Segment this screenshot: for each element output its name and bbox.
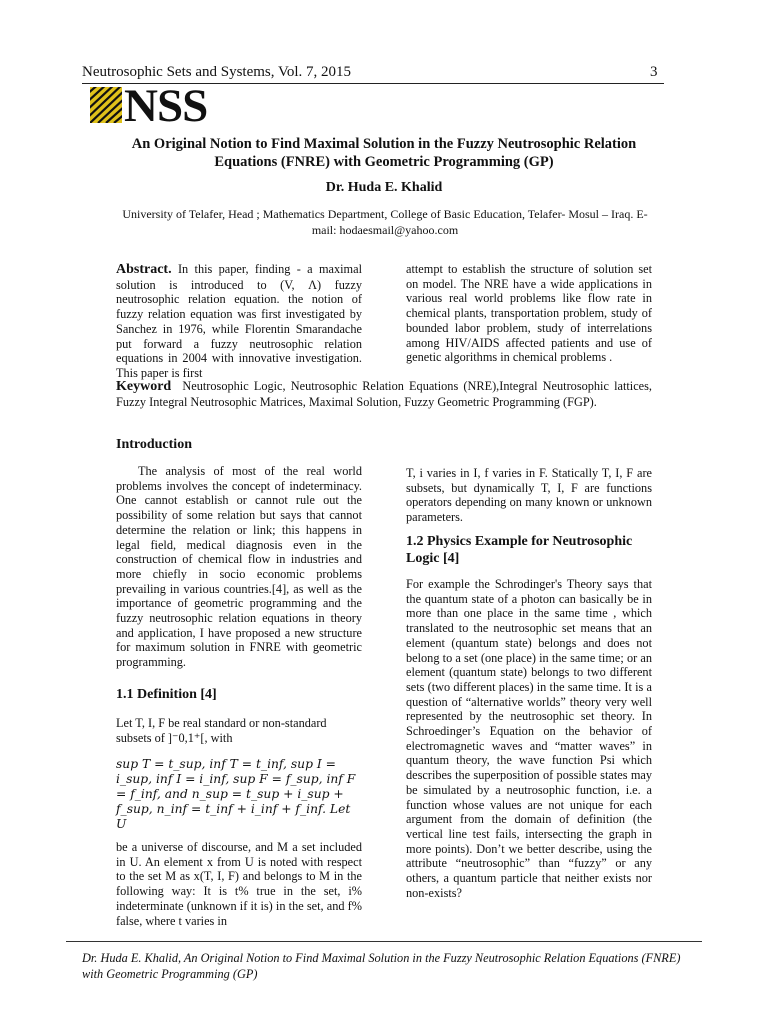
journal-header: Neutrosophic Sets and Systems, Vol. 7, 2015 [82, 64, 352, 80]
definition-heading: 1.1 Definition [4] [116, 687, 217, 702]
keyword-label: Keyword [116, 379, 172, 394]
physics-text: For example the Schrodinger's Theory says that the quantum state of a photon can basically be in more than one place in the same time , which translated to the neutrosophic set means that an element (quantum state) belongs and does not belong to a set (one place) in the same time; or an element (quantum state) belongs to two different sets (two different places) in the same time. It is a question of “alternative worlds” theory very well represented by the neutrosophic set theory. In Schroedinger’s Equation on the behavior of electromagnetic waves and “matter waves” in quantum theory, the wave function Psi which describes the superposition of possible states may be simulated by a neutrosophic function, i.e. a function whose values are not unique for each argument from the domain of definition (the vertical line test fails, intersecting the graph in more points). Don’t we better describe, using the attribute “neutrosophic” than “fuzzy” or any others, a quantum particle that neither exists nor non-exists? [406, 577, 652, 900]
paper-title: An Original Notion to Find Maximal Solution in the Fuzzy Neutrosophic Relation Equations (FNRE) with Geometric Programming (GP) [131, 136, 637, 170]
author-name: Dr. Huda E. Khalid [325, 180, 443, 195]
definition-intro: Let T, I, F be real standard or non-standard subsets of ]⁻0,1⁺[, with [116, 716, 327, 745]
introduction-text: The analysis of most of the real world problems involves the concept of indeterminacy. One cannot establish or cannot rule out the possibility of some relation but says that cannot determine the relation or link; this happens in legal field, medical diagnosis even in the construction of chemical flow in industries and more chiefly in socio economic problems prevailing in various countries.[4], as well as the importance of geometric programming and the fuzzy neutrosophic relation equations in theory and application, I have proposed a new structure for maximum solution in FNRE with geometric programming. [116, 464, 362, 670]
definition-math: sup T = t_sup, inf T = t_inf, sup I = i_sup, inf I = i_inf, sup F = f_sup, inf F = f_inf, and n_sup = t_sup + i_sup + f_sup, n_inf = t_inf + i_inf + f_inf. Let U [116, 757, 356, 831]
keyword-text: Neutrosophic Logic, Neutrosophic Relation Equations (NRE),Integral Neutrosophic lattices, Fuzzy Integral Neutrosophic Matrices, Maximal Solution, Fuzzy Geometric Programming (FGP). [116, 379, 653, 409]
page-number: 3 [650, 64, 658, 80]
logo-text: NSS [124, 80, 208, 132]
abstract-left-column [116, 262, 362, 381]
footer-citation: Dr. Huda E. Khalid, An Original Notion to Find Maximal Solution in the Fuzzy Neutrosophic Relation Equations (FNRE) with Geometric Programming (GP) [82, 951, 681, 981]
introduction-heading: Introduction [116, 437, 192, 452]
journal-logo [90, 80, 230, 132]
abstract-right-column: attempt to establish the structure of solution set on model. The NRE have a wide applications in various real world problems like flow rate in chemical plants, transportation problem, study of bounded labor problem, study of interrelations among HIV/AIDS affected patients and use of genetic algorithms in chemical problems . [406, 262, 652, 365]
definition-continuation: be a universe of discourse, and M a set included in U. An element x from U is noted with respect to the set M as x(T, I, F) and belongs to M in the following way: It is t% true in the set, i% indeterminate (unknown if it is) in the set, and f% false, where t varies in [116, 840, 362, 928]
physics-heading: 1.2 Physics Example for Neutrosophic Logic [4] [406, 534, 633, 566]
abstract-label: Abstract. [116, 262, 172, 277]
keywords [116, 379, 652, 409]
abstract-text: In this paper, finding - a maximal solution is introduced to (V, Λ) fuzzy neutrosophic relation equation. the notion of fuzzy relation equation was first investigated by Sanchez in 1976, while Florentin Smarandache put forward a fuzzy neutrosophic relation equations in 2004 with innovative investigation. This paper is first [116, 262, 362, 380]
nss-logo-icon [90, 87, 122, 123]
author-affiliation: University of Telafer, Head ; Mathematics Department, College of Basic Education, Telafer- Mosul – Iraq. E-mail: hodaesmail@yahoo.com [122, 207, 648, 237]
footer-divider [66, 941, 702, 942]
right-column-continuation: T, i varies in I, f varies in F. Statically T, I, F are subsets, but dynamically T, I, F are functions operators depending on many known or unknown parameters. [406, 466, 652, 525]
